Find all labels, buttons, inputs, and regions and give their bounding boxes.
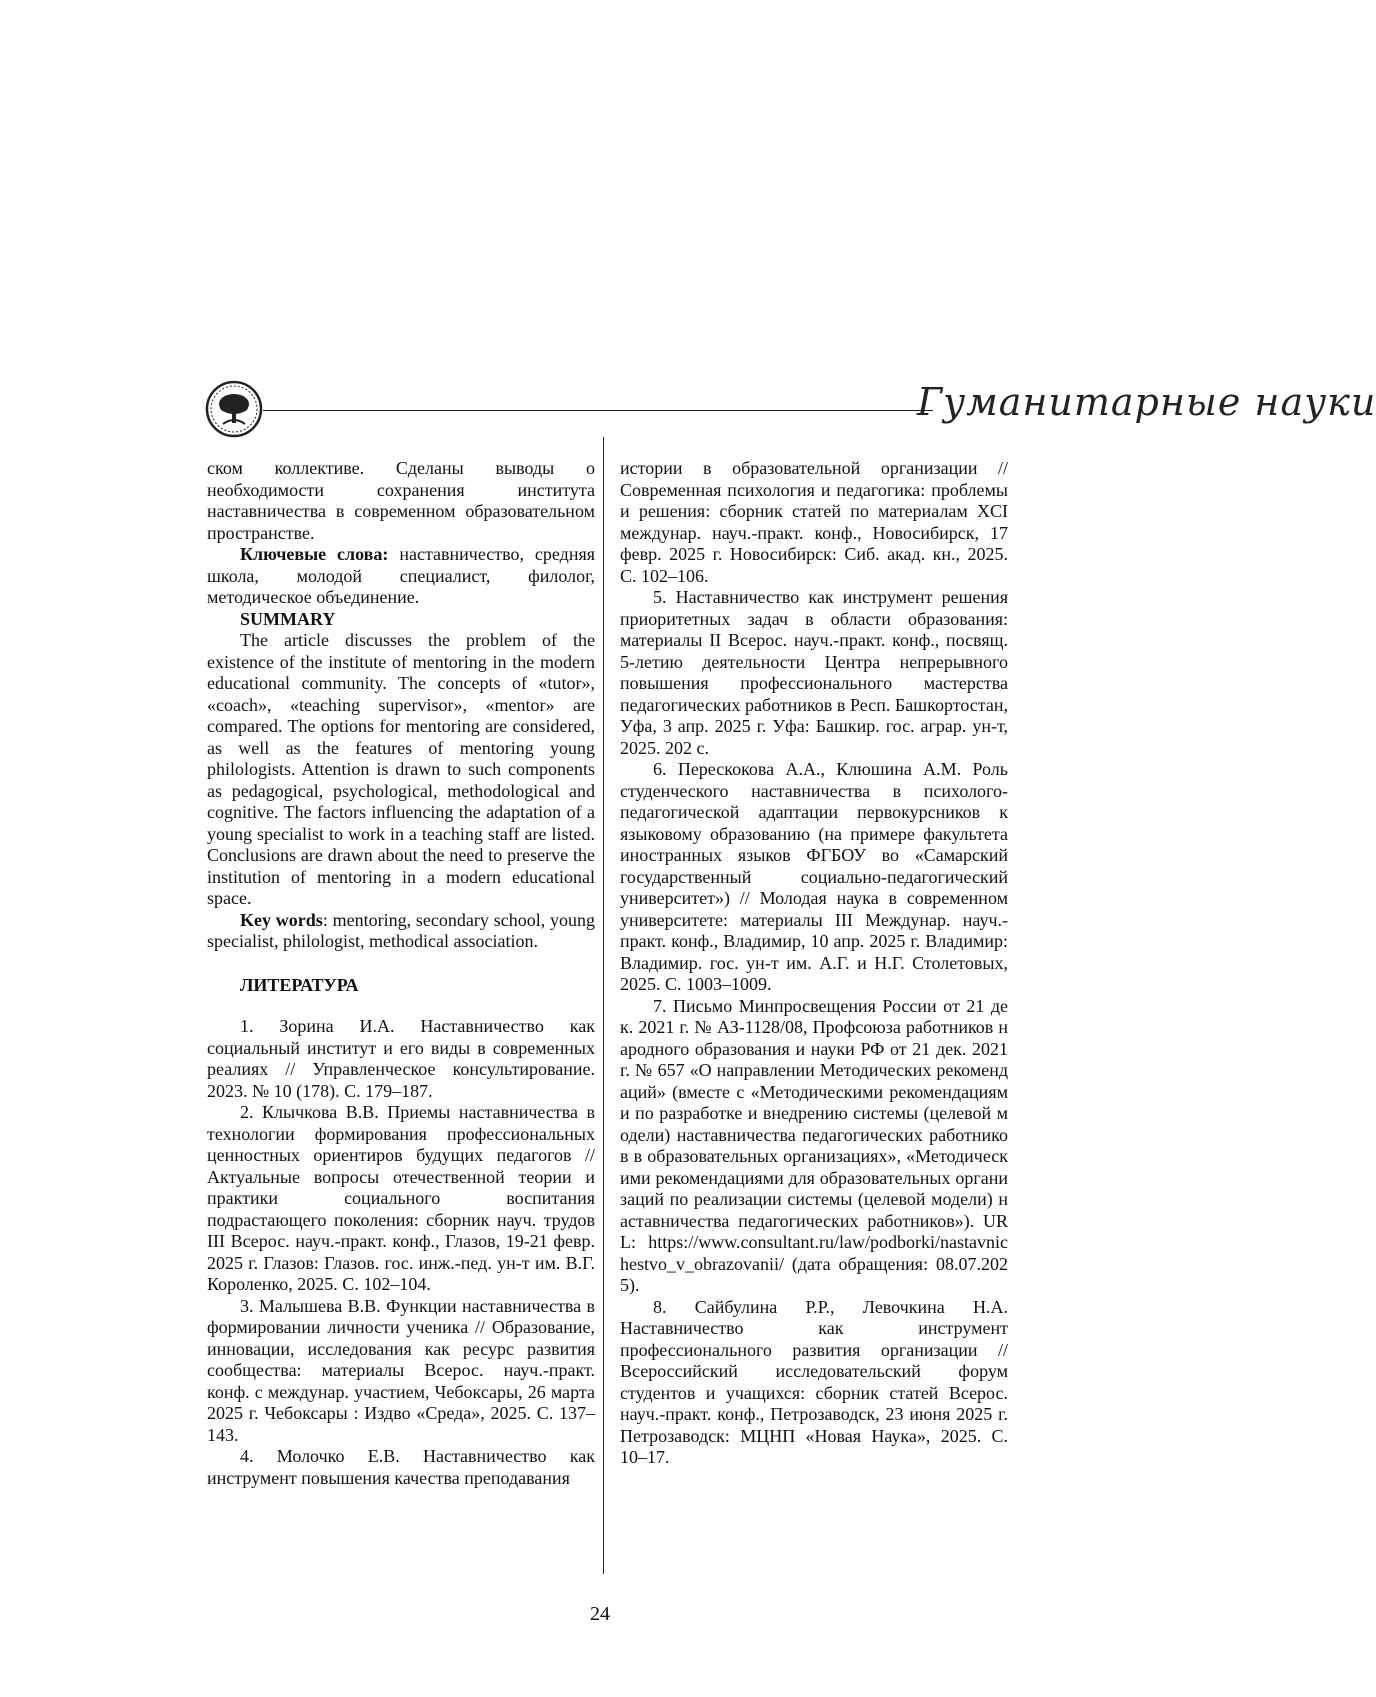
keywords-ru-text: наставничество, средняя школа, молодой специалист, филолог, методическое объединение.: [207, 544, 596, 607]
reference-item: 7. Письмо Минпросвещения России от 21 дек. 2021 г. № АЗ-1128/08, Профсоюза работников народного образования и науки РФ от 21 дек. 2021 г. № 657 «О направлении Методических рекомендаций» (вместе с «Методическими рекомендациями по разработке и внедрению системы (целевой модели) наставничества педагогических работников в образовательных организациях», «Методическими рекомендациями для образовательных организаций по реализации системы (целевой модели) наставничества педагогических работников»). URL: https://www.consultant.ru/law/podborki/nastavnichestvo_v_obrazovanii/ (дата обращения: 08.07.2025).: [620, 995, 1008, 1295]
reference-item: 2. Клычкова В.В. Приемы наставничества в технологии формирования профессиональных ценностных ориентиров будущих педагогов // Актуальные вопросы отечественной теории и практики социального воспитания подрастающего поколения: сборник науч. трудов III Всерос. науч.-практ. конф., Глазов, 19-21 февр. 2025 г. Глазов: Глазов. гос. инж.-пед. ун-т им. В.Г. Короленко, 2025. С. 102–104.: [207, 1102, 595, 1294]
reference-item: 5. Наставничество как инструмент решения приоритетных задач в области образования: материалы II Всерос. науч.-практ. конф., посвящ. 5-летию деятельности Центра непрерывного повышения профессионального мастерства педагогических работников в Респ. Башкортостан, Уфа, 3 апр. 2025 г. Уфа: Башкир. гос. аграр. ун-т, 2025. 202 с.: [620, 587, 1008, 758]
section-title: Гуманитарные науки: [917, 380, 1376, 424]
keywords-ru-label: Ключевые слова:: [240, 544, 389, 564]
reference-item: 3. Малышева В.В. Функции наставничества в формировании личности ученика // Образование, инновации, исследования как ресурс развития сообщества: материалы Всерос. науч.-практ. конф. с междунар. участием, Чебоксары, 26 марта 2025 г. Чебоксары : Издво «Среда», 2025. С. 137–143.: [207, 1295, 595, 1445]
page-number: 24: [590, 1603, 610, 1625]
keywords-ru: [207, 544, 595, 609]
right-column: [620, 458, 1008, 1469]
summary-text: The article discusses the problem of the existence of the institute of mentoring in the modern educational community. The concepts of «tutor», «coach», «teaching supervisor», «mentor» are compared. The options for mentoring are considered, as well as the features of mentoring young philologists. Attention is drawn to such components as pedagogical, psychological, methodological and cognitive. The factors influencing the adaptation of a young specialist to work in a teaching staff are listed. Conclusions are drawn about the need to preserve the institution of mentoring in a modern educational space.: [207, 630, 595, 908]
keywords-en: [207, 910, 595, 953]
reference-item: 1. Зорина И.А. Наставничество как социальный институт и его виды в современных реалиях // Управленческое консультирование. 2023. № 10 (178). С. 179–187.: [207, 1016, 595, 1101]
reference-item: 6. Перескокова А.А., Клюшина А.М. Роль студенческого наставничества в психолого-педагогической адаптации первокурсников к языковому образованию (на примере факультета иностранных языков ФГБОУ во «Самарский государственный социально-педагогический университет») // Молодая наука в современном университете: материалы III Междунар. науч.-практ. конф., Владимир, 10 апр. 2025 г. Владимир: Владимир. гос. ун-т им. А.Г. и Н.Г. Столетовых, 2025. С. 1003–1009.: [620, 759, 1008, 994]
keywords-en-text: : mentoring, secondary school, young specialist, philologist, methodical association.: [207, 909, 595, 951]
running-header: [205, 380, 1376, 440]
reference-item: 4. Молочко Е.В. Наставничество как инструмент повышения качества преподавания: [207, 1446, 595, 1488]
keywords-en-label: Key words: [240, 909, 323, 930]
header-rule: [263, 410, 933, 411]
abstract-tail: ском коллективе. Сделаны выводы о необходимости сохранения института наставничества в современном образовательном пространстве.: [207, 458, 595, 543]
literature-heading: ЛИТЕРАТУРА: [240, 974, 359, 995]
tree-emblem-icon: [205, 380, 263, 438]
reference-item: 8. Сайбулина Р.Р., Левочкина Н.А. Наставничество как инструмент профессионального развития организации // Всероссийский исследовательский форум студентов и учащихся: сборник статей Всерос. науч.-практ. конф., Петрозаводск, 23 июня 2025 г. Петрозаводск: МЦНП «Новая Наука», 2025. С. 10–17.: [620, 1296, 1008, 1467]
summary-heading: SUMMARY: [240, 608, 336, 629]
column-divider: [603, 437, 604, 1574]
left-column: [207, 458, 595, 1489]
reference-continuation: истории в образовательной организации // Современная психология и педагогика: проблемы и решения: сборник статей по материалам XCI междунар. науч.-практ. конф., Новосибирск, 17 февр. 2025 г. Новосибирск: Сиб. акад. кн., 2025. С. 102–106.: [620, 458, 1008, 586]
